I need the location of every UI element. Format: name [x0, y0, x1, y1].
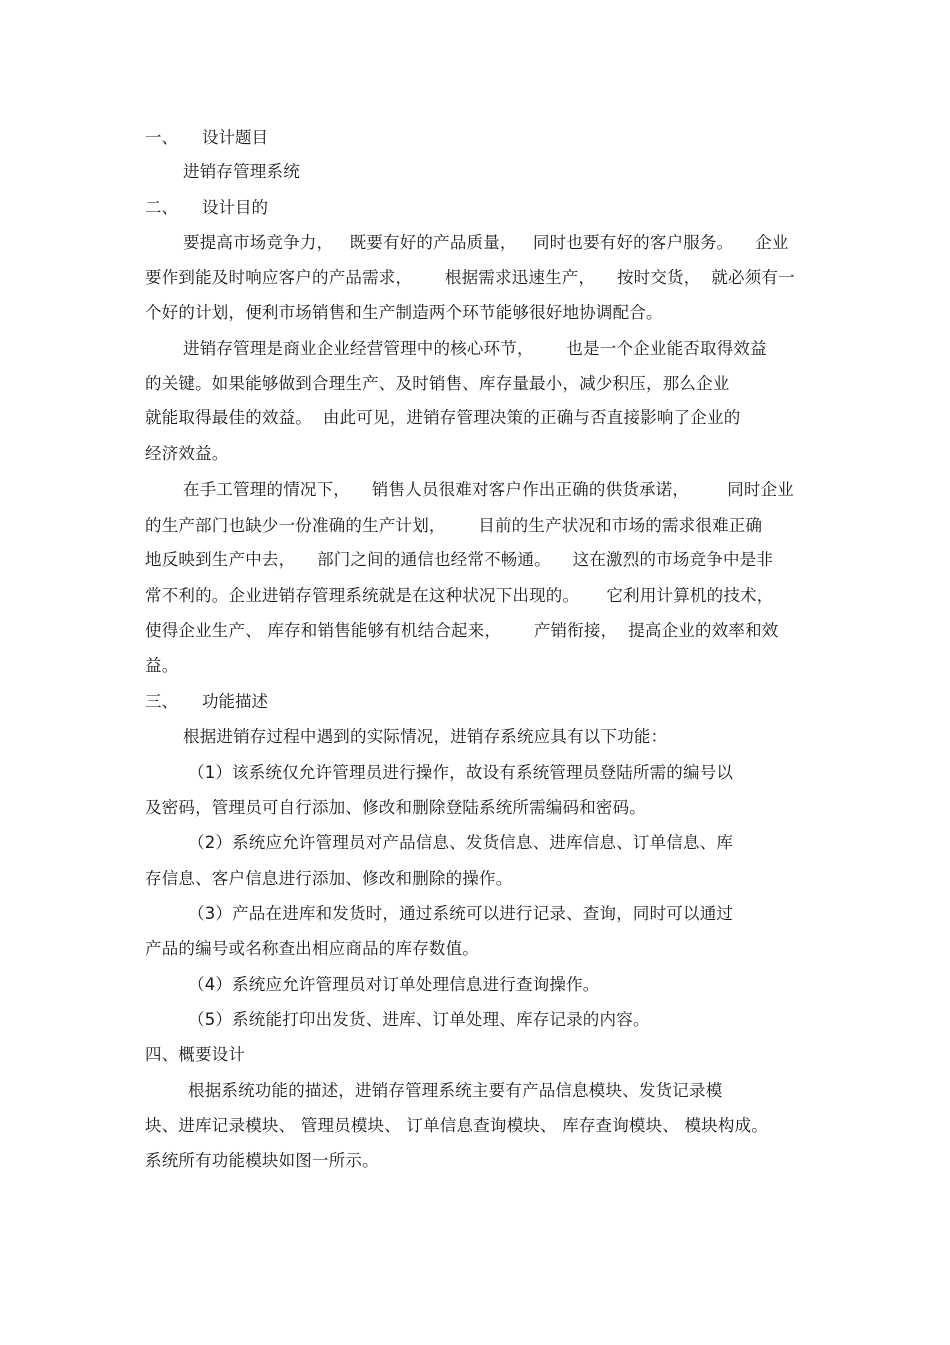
paragraph-line: 常不利的。企业进销存管理系统就是在这种状况下出现的。 它利用计算机的技术，: [145, 586, 774, 605]
paragraph-line: 存信息、客户信息进行添加、修改和删除的操作。: [145, 869, 513, 888]
paragraph-line: 经济效益。: [145, 444, 229, 463]
paragraph-line: 系统所有功能模块如图一所示。: [145, 1151, 379, 1170]
section-4-heading: 四、概要设计: [145, 1045, 246, 1064]
paragraph-line: 地反映到生产中去， 部门之间的通信也经常不畅通。 这在激烈的市场竞争中是非: [145, 550, 774, 569]
paragraph-line: 要作到能及时响应客户的产品需求， 根据需求迅速生产， 按时交货， 就必须有一: [145, 268, 795, 287]
section-2-title: 设计目的: [202, 198, 268, 217]
section-3-number: 三、: [145, 692, 178, 711]
paragraph-line: 根据系统功能的描述，进销存管理系统主要有产品信息模块、发货记录模: [188, 1081, 723, 1100]
function-item-2: （2）系统应允许管理员对产品信息、发货信息、进库信息、订单信息、库: [188, 833, 734, 852]
section-1-number: 一、: [145, 128, 178, 147]
paragraph-line: 产品的编号或名称查出相应商品的库存数值。: [145, 939, 479, 958]
paragraph-line: 使得企业生产、 库存和销售能够有机结合起来， 产销衔接， 提高企业的效率和效: [145, 621, 779, 640]
section-1-title: 设计题目: [202, 128, 268, 147]
function-item-1: （1）该系统仅允许管理员进行操作，故设有系统管理员登陆所需的编号以: [188, 763, 734, 782]
paragraph-line: 块、进库记录模块、 管理员模块、 订单信息查询模块、 库存查询模块、 模块构成。: [145, 1116, 768, 1135]
paragraph-line: 就能取得最佳的效益。 由此可见，进销存管理决策的正确与否直接影响了企业的: [145, 408, 741, 427]
paragraph-line: 要提高市场竞争力， 既要有好的产品质量， 同时也要有好的客户服务。 企业: [183, 233, 789, 252]
system-name: 进销存管理系统: [183, 162, 300, 181]
paragraph-line: 的生产部门也缺少一份准确的生产计划， 目前的生产状况和市场的需求很难正确: [145, 516, 763, 535]
section-2-number: 二、: [145, 198, 178, 217]
paragraph-line: 根据进销存过程中遇到的实际情况，进销存系统应具有以下功能：: [183, 727, 668, 746]
paragraph-line: 个好的计划，便利市场销售和生产制造两个环节能够很好地协调配合。: [145, 303, 663, 322]
function-item-5: （5）系统能打印出发货、进库、订单处理、库存记录的内容。: [188, 1010, 650, 1029]
function-item-3: （3）产品在进库和发货时，通过系统可以进行记录、查询，同时可以通过: [188, 904, 734, 923]
paragraph-line: 进销存管理是商业企业经营管理中的核心环节， 也是一个企业能否取得效益: [183, 339, 767, 358]
section-3-title: 功能描述: [202, 692, 268, 711]
paragraph-line: 益。: [145, 656, 179, 675]
paragraph-line: 的关键。如果能够做到合理生产、及时销售、库存量最小，减少积压，那么企业: [145, 374, 730, 393]
paragraph-line: 及密码，管理员可自行添加、修改和删除登陆系统所需编码和密码。: [145, 798, 646, 817]
function-item-4: （4）系统应允许管理员对订单处理信息进行查询操作。: [188, 975, 600, 994]
paragraph-line: 在手工管理的情况下， 销售人员很难对客户作出正确的供货承诺， 同时企业: [183, 480, 794, 499]
